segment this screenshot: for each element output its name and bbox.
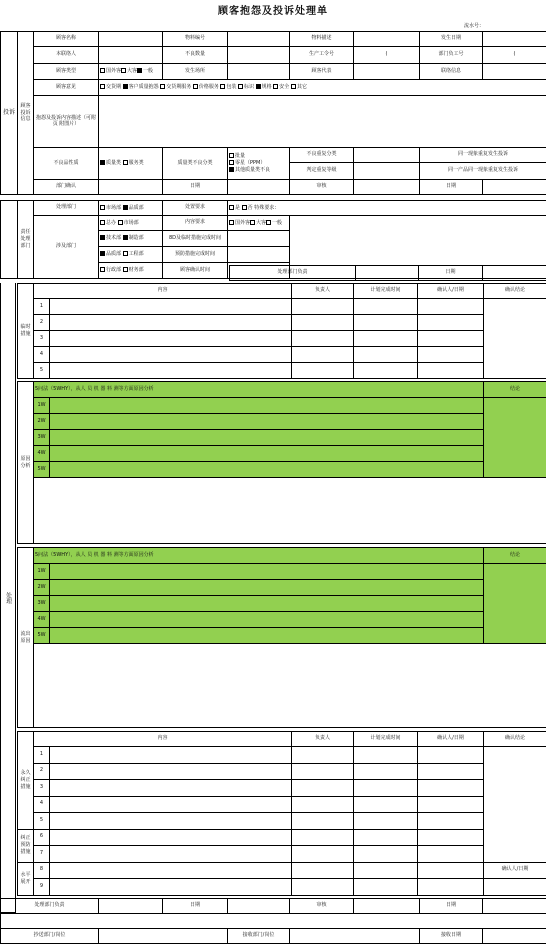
table-cell[interactable] [418, 813, 484, 830]
table-cell[interactable] [354, 331, 418, 347]
checkbox-icon[interactable] [220, 84, 225, 89]
dept-date-label: 日期 [419, 266, 483, 281]
why-row [18, 398, 546, 414]
related-row-1[interactable] [99, 216, 163, 231]
contact-info-value[interactable] [483, 64, 546, 80]
judge-cls-value[interactable] [354, 163, 420, 180]
occur-place-label: 发生场所 [163, 64, 228, 80]
cause-head: 5问法（5WHY），从人 员 机 器 料 测等方面原因分析 [34, 382, 484, 398]
nature-options[interactable] [99, 148, 163, 180]
table-cell[interactable] [292, 315, 354, 331]
table-cell[interactable] [418, 780, 484, 797]
part-name-label: 物料描述 [290, 32, 354, 47]
why-label: 5W [34, 628, 50, 644]
contact-value[interactable] [99, 47, 163, 64]
col-header: 确认结论 [484, 732, 546, 747]
checkbox-checked-icon[interactable] [256, 84, 261, 89]
why-label: 4W [34, 446, 50, 462]
due3-label: 顾客确认时间 [163, 263, 228, 279]
why-input[interactable] [50, 462, 484, 478]
table-cell[interactable] [50, 763, 292, 780]
table-cell[interactable] [292, 846, 354, 863]
col-header: 内容 [34, 732, 292, 747]
table-cell[interactable] [354, 862, 418, 879]
escape-table [17, 547, 546, 728]
table-cell[interactable] [50, 780, 292, 797]
why-row [18, 580, 546, 596]
table-cell[interactable] [292, 862, 354, 879]
option-label: 工程部 [128, 251, 144, 258]
table-cell[interactable] [354, 315, 418, 331]
checkbox-icon[interactable] [100, 68, 105, 73]
nature-label: 不良品性质 [34, 148, 99, 180]
part-no-value[interactable] [228, 32, 290, 47]
prod-order-value[interactable]: ( [354, 47, 420, 64]
why-row [18, 414, 546, 430]
why-label: 1W [34, 398, 50, 414]
why-input[interactable] [50, 398, 484, 414]
why-label: 3W [34, 430, 50, 446]
col-header: 确认结论 [484, 284, 546, 299]
col-header: 负责人 [292, 284, 354, 299]
resp-dept-label: 处理部门 [34, 201, 99, 216]
perm-group-a: 永久纠正措施 [18, 732, 34, 830]
option-label: 品质部 [106, 251, 122, 258]
row-number: 6 [34, 829, 50, 846]
repeat-option-1[interactable]: 同一现象重复发生投诉 [420, 148, 546, 163]
checkbox-icon[interactable] [266, 220, 271, 225]
why-label: 3W [34, 596, 50, 612]
cause-table [17, 381, 546, 544]
footer-date2-label: 日期 [420, 899, 483, 914]
option-label: 质量类 [106, 160, 122, 167]
description-label: 抱怨及投诉内容描述（可附页 附图片） [34, 96, 99, 148]
occur-place-value[interactable] [228, 64, 290, 80]
dept-approve-row [229, 265, 546, 281]
confirm-label: 确认人/日期 [484, 862, 546, 879]
table-cell[interactable] [354, 879, 418, 896]
why-label: 2W [34, 414, 50, 430]
option-label: 批量 [235, 153, 246, 160]
issue-date-label: 发生日期 [420, 32, 483, 47]
table-cell[interactable] [292, 347, 354, 363]
checkbox-icon[interactable] [229, 153, 234, 158]
checkbox-checked-icon[interactable] [100, 160, 105, 165]
table-cell[interactable] [292, 780, 354, 797]
free-text-area[interactable] [34, 644, 546, 728]
option-label: 交货期 [106, 84, 122, 91]
section-blank [1, 201, 18, 279]
table-row [18, 363, 546, 379]
option-row[interactable] [229, 167, 288, 174]
table-cell[interactable] [418, 747, 484, 764]
info-group-label: 顾客投诉信息 [18, 32, 34, 195]
conclusion-cell[interactable] [484, 564, 546, 644]
table-cell[interactable] [292, 331, 354, 347]
escape-head: 5问法（5WHY），从人 员 机 器 料 测等方面原因分析 [34, 548, 484, 564]
row-number: 5 [34, 813, 50, 830]
table-cell[interactable] [418, 862, 484, 879]
why-row [18, 596, 546, 612]
why-row [18, 430, 546, 446]
recv-dept-value[interactable] [290, 929, 420, 944]
section-handling: 处理 [0, 283, 16, 913]
option-label: 技术部 [106, 235, 122, 242]
checkbox-checked-icon[interactable] [123, 84, 128, 89]
table-cell[interactable] [418, 846, 484, 863]
dept-group-label: 责任处理部门 [18, 201, 34, 279]
checkbox-icon[interactable] [100, 84, 105, 89]
prod-order-label: 生产工令号 [290, 47, 354, 64]
table-row [18, 315, 546, 331]
form-title: 顾客抱怨及投诉处理单 [218, 6, 328, 17]
dept-order-value[interactable]: ( [483, 47, 546, 64]
table-row [18, 879, 546, 896]
table-cell[interactable] [418, 363, 484, 379]
contain-label: 处置要求 [163, 201, 228, 216]
category-label: 顾客意见 [34, 80, 99, 96]
date-value[interactable] [228, 180, 290, 195]
table-cell[interactable] [354, 796, 418, 813]
due1-label: 8D及临时措施完成时间 [163, 231, 228, 247]
date-label: 日期 [163, 180, 228, 195]
issue-date-value[interactable] [483, 32, 546, 47]
checkbox-icon[interactable] [160, 84, 165, 89]
table-cell[interactable] [418, 763, 484, 780]
customer-rep-value[interactable] [354, 64, 420, 80]
table-cell[interactable] [354, 363, 418, 379]
temp-table [17, 283, 546, 379]
cause-group-label: 原因分析 [18, 382, 34, 544]
serial-number-label: 流水号： [463, 23, 484, 29]
complaint-table [0, 31, 546, 195]
table-row [18, 813, 546, 830]
option-label: 品质部 [128, 204, 144, 211]
contact-info-label: 联络信息 [420, 64, 483, 80]
due1-value[interactable] [228, 231, 290, 247]
table-cell[interactable] [50, 879, 292, 896]
table-cell[interactable] [50, 347, 292, 363]
checkbox-icon[interactable] [229, 160, 234, 165]
checkbox-icon[interactable] [229, 220, 234, 225]
row-number: 1 [34, 747, 50, 764]
approve-value[interactable] [354, 180, 420, 195]
footer-date-label: 日期 [163, 899, 228, 914]
why-input[interactable] [50, 446, 484, 462]
conclusion-cell[interactable] [484, 747, 546, 863]
option-label: 包装 [226, 84, 237, 91]
option-label: 零星（PPM） [235, 160, 266, 167]
row-number: 3 [34, 331, 50, 347]
row-number: 4 [34, 796, 50, 813]
checkbox-icon[interactable] [250, 220, 255, 225]
table-cell[interactable] [50, 363, 292, 379]
escape-col: 结论 [484, 548, 546, 564]
related-label: 涉及部门 [34, 216, 99, 279]
dept-sign-label: 部门确认 [34, 180, 99, 195]
table-cell[interactable] [292, 363, 354, 379]
option-label: 制造部 [128, 235, 144, 242]
row-number: 3 [34, 780, 50, 797]
section-complaint: 投诉 [1, 32, 18, 195]
checkbox-icon[interactable] [242, 205, 247, 210]
option-label: 交货期服务 [166, 84, 192, 91]
recv-date-label: 接收日期 [420, 929, 483, 944]
table-cell[interactable] [418, 299, 484, 315]
table-row [18, 796, 546, 813]
why-label: 1W [34, 564, 50, 580]
related-row-4[interactable] [99, 263, 163, 279]
why-label: 5W [34, 462, 50, 478]
checkbox-icon[interactable] [238, 84, 243, 89]
table-cell[interactable] [418, 331, 484, 347]
checkbox-checked-icon[interactable] [229, 167, 234, 172]
customer-name-value[interactable] [99, 32, 163, 47]
table-cell[interactable] [50, 829, 292, 846]
table-cell[interactable] [354, 780, 418, 797]
table-cell[interactable] [50, 796, 292, 813]
option-label: 服务类 [128, 160, 144, 167]
why-input[interactable] [50, 580, 484, 596]
option-label: 行政部 [106, 267, 122, 274]
row-number: 8 [34, 862, 50, 879]
why-label: 2W [34, 580, 50, 596]
defect-qty-label: 不良数量 [163, 47, 228, 64]
option-label: 规格 [261, 84, 272, 91]
footer-date-value[interactable] [228, 899, 290, 914]
option-label: 其它 [296, 84, 307, 91]
cc-dept-label: 抄送部门/岗位 [1, 929, 99, 944]
table-cell[interactable] [354, 747, 418, 764]
checkbox-checked-icon[interactable] [123, 205, 128, 210]
table-row [18, 299, 546, 315]
repeat-cls-label: 不良重复分类 [290, 148, 354, 163]
due2-value[interactable] [228, 247, 290, 263]
table-row [18, 862, 546, 879]
why-row [18, 564, 546, 580]
checkbox-icon[interactable] [193, 84, 198, 89]
option-label: 总办 [106, 219, 117, 226]
table-cell[interactable] [292, 747, 354, 764]
col-header: 计划完成时间 [354, 732, 418, 747]
option-label: 是 [235, 204, 241, 211]
footer-dept-approve-label: 处理部门负责 [1, 899, 99, 914]
why-row [18, 628, 546, 644]
why-input[interactable] [50, 628, 484, 644]
footer-approve-value[interactable] [354, 899, 420, 914]
table-cell[interactable] [292, 299, 354, 315]
checkbox-checked-icon[interactable] [100, 251, 105, 256]
judge-cls-label: 判定重复等级 [290, 163, 354, 180]
row-number: 7 [34, 846, 50, 863]
table-cell[interactable] [292, 763, 354, 780]
option-row[interactable] [229, 160, 288, 167]
conclusion-cell[interactable] [484, 398, 546, 478]
content-label: 内容要求 [163, 216, 228, 231]
table-cell[interactable] [354, 347, 418, 363]
table-cell[interactable] [354, 829, 418, 846]
option-label: 否 [247, 204, 253, 211]
temp-group-label: 临时措施 [18, 284, 34, 379]
option-label: 市场部 [106, 204, 122, 211]
row-number: 2 [34, 315, 50, 331]
checkbox-icon[interactable] [273, 84, 278, 89]
table-cell[interactable] [50, 299, 292, 315]
checkbox-checked-icon[interactable] [123, 235, 128, 240]
option-label: 市场部 [123, 219, 139, 226]
row-number: 1 [34, 299, 50, 315]
table-cell[interactable] [50, 747, 292, 764]
why-input[interactable] [50, 612, 484, 628]
why-input[interactable] [50, 414, 484, 430]
dept-approve-label: 处理部门负责 [230, 266, 356, 281]
customer-name-label: 顾客名称 [34, 32, 99, 47]
table-cell[interactable] [354, 846, 418, 863]
cause-col: 结论 [484, 382, 546, 398]
table-row [18, 347, 546, 363]
table-row [18, 747, 546, 764]
category-options[interactable] [99, 80, 546, 96]
row-number: 2 [34, 763, 50, 780]
checkbox-icon[interactable] [100, 220, 105, 225]
row-number: 9 [34, 879, 50, 896]
customer-rep-label: 顾客代表 [290, 64, 354, 80]
footer-dept-approve-value[interactable] [99, 899, 163, 914]
table-cell[interactable] [418, 315, 484, 331]
checkbox-icon[interactable] [123, 267, 128, 272]
description-value[interactable] [99, 96, 546, 148]
checkbox-icon[interactable] [121, 68, 126, 73]
table-cell[interactable] [418, 829, 484, 846]
col-header: 计划完成时间 [354, 284, 418, 299]
checkbox-checked-icon[interactable] [137, 68, 142, 73]
table-cell[interactable] [292, 829, 354, 846]
escape-group-label: 流出原因 [18, 548, 34, 728]
related-row-2[interactable] [99, 231, 163, 247]
recv-dept-label: 接收部门/岗位 [228, 929, 290, 944]
table-cell[interactable] [50, 846, 292, 863]
repeat-cls-value[interactable] [354, 148, 420, 163]
why-row [18, 446, 546, 462]
part-name-value[interactable] [354, 32, 420, 47]
related-row-3[interactable] [99, 247, 163, 263]
table-row [18, 780, 546, 797]
dept-approve-value[interactable] [356, 266, 419, 281]
perm-group-c: 水平展开 [18, 862, 34, 895]
footer-table [0, 898, 546, 944]
option-label: 财务部 [128, 267, 144, 274]
table-cell[interactable] [418, 879, 484, 896]
perm-table [17, 731, 546, 896]
col-header: 内容 [34, 284, 292, 299]
date2-label: 日期 [420, 180, 483, 195]
checkbox-icon[interactable] [100, 267, 105, 272]
contact-label: 本联络人 [34, 47, 99, 64]
repeat-option-2[interactable]: 同一产品同一现象重复发生投诉 [420, 163, 546, 180]
contain-options[interactable]: 是 否 特殊要求： [228, 201, 546, 216]
why-input[interactable] [50, 564, 484, 580]
row-number: 5 [34, 363, 50, 379]
col-header: 确认人/日期 [418, 732, 484, 747]
cc-dept-value[interactable] [99, 929, 228, 944]
table-row [18, 331, 546, 347]
table-cell[interactable] [50, 331, 292, 347]
table-cell[interactable] [418, 796, 484, 813]
why-row [18, 462, 546, 478]
part-no-label: 物料编号 [163, 32, 228, 47]
dept-date-value[interactable] [483, 266, 546, 281]
table-row [18, 829, 546, 846]
approve-label: 审核 [290, 180, 354, 195]
why-input[interactable] [50, 596, 484, 612]
table-cell[interactable] [292, 813, 354, 830]
table-cell[interactable] [354, 299, 418, 315]
defect-qty-value[interactable] [228, 47, 290, 64]
why-input[interactable] [50, 430, 484, 446]
col-header: 确认人/日期 [418, 284, 484, 299]
checkbox-icon[interactable] [291, 84, 296, 89]
customer-type-options[interactable]: 国外客 大客 一般 [99, 64, 163, 80]
table-cell[interactable] [50, 862, 292, 879]
row-number: 4 [34, 347, 50, 363]
footer-spacer [1, 914, 546, 929]
table-cell[interactable] [292, 879, 354, 896]
option-label: 安全 [279, 84, 290, 91]
checkbox-icon[interactable] [123, 160, 128, 165]
checkbox-icon[interactable] [123, 251, 128, 256]
table-cell[interactable] [418, 347, 484, 363]
resp-dept-options[interactable] [99, 201, 163, 216]
table-cell[interactable] [354, 763, 418, 780]
free-text-area[interactable] [34, 478, 546, 544]
conclusion-cell[interactable] [484, 299, 546, 379]
table-row [18, 846, 546, 863]
option-label: 客户质量抱怨 [128, 84, 159, 91]
date2-value[interactable] [483, 180, 546, 195]
checkbox-icon[interactable] [229, 205, 234, 210]
table-cell[interactable] [50, 813, 292, 830]
checkbox-checked-icon[interactable] [100, 235, 105, 240]
checkbox-icon[interactable] [100, 205, 105, 210]
nature-cls-options[interactable] [228, 148, 290, 180]
dept-order-label: 部门负工号 [420, 47, 483, 64]
option-label: 价格服务 [198, 84, 219, 91]
why-label: 4W [34, 612, 50, 628]
recv-date-value[interactable] [483, 929, 546, 944]
perm-group-b: 纠正预防措施 [18, 829, 34, 862]
confirm-value[interactable] [484, 879, 546, 896]
table-cell[interactable] [292, 796, 354, 813]
customer-type-label: 顾客类型 [34, 64, 99, 80]
content-options[interactable]: 国外客 大客 一般 [228, 216, 290, 231]
dept-sign-value[interactable] [99, 180, 163, 195]
table-cell[interactable] [354, 813, 418, 830]
option-label: 其他质量类不良 [235, 166, 271, 173]
footer-date2-value[interactable] [483, 899, 546, 914]
table-row [18, 763, 546, 780]
option-label: 标识 [244, 84, 255, 91]
table-cell[interactable] [50, 315, 292, 331]
why-row [18, 612, 546, 628]
checkbox-icon[interactable] [118, 220, 123, 225]
due2-label: 预防措施完成时间 [163, 247, 228, 263]
col-header: 负责人 [292, 732, 354, 747]
nature-cls-label: 质量类不良分类 [163, 148, 228, 180]
footer-approve-label: 审核 [290, 899, 354, 914]
